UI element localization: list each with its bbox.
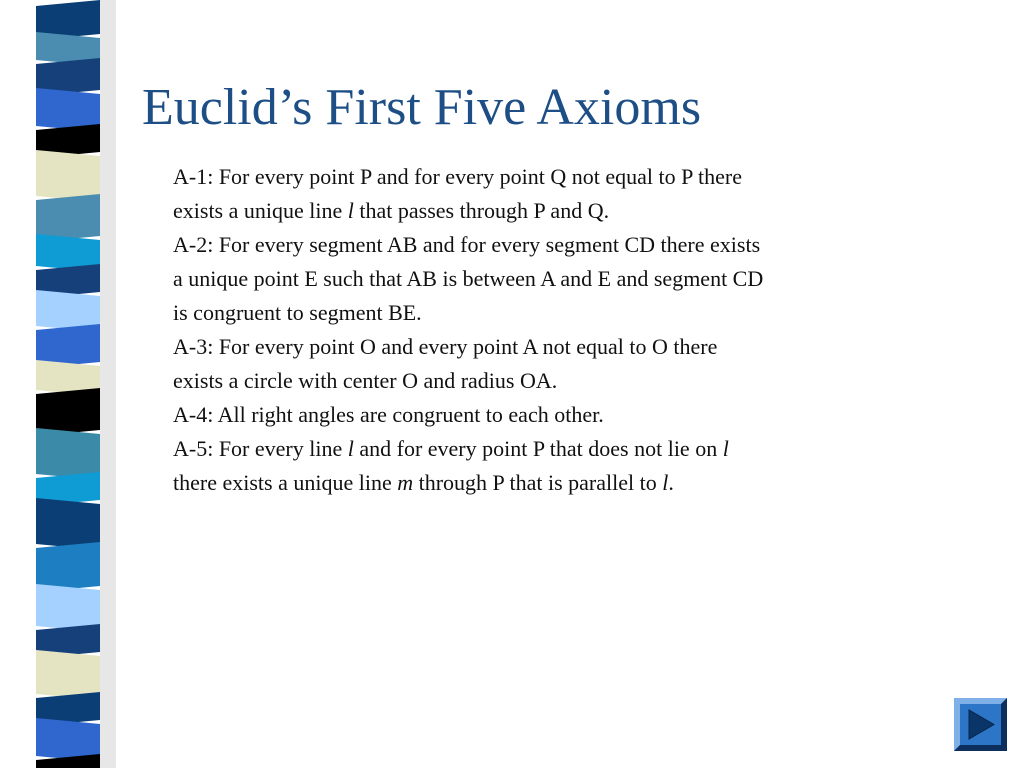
axiom-text: through P that is parallel to [413,470,663,495]
axiom-a-1-line [173,160,963,194]
axiom-variable: m [397,470,414,495]
axiom-text: A-1: For every point P and for every point Q not equal to P there [173,164,743,189]
axiom-a-2-line [173,228,963,262]
axiom-text: and for every point P that does not lie on [353,436,723,461]
axiom-variable: l [347,198,354,223]
axiom-a-2-line [173,262,963,296]
stripe-block [36,584,100,632]
stripe-block [36,150,100,202]
axiom-text: there exists a unique line [173,470,398,495]
axiom-a-3-line [173,330,963,364]
page-title: Euclid’s First Five Axioms [142,79,702,136]
axiom-variable: l [662,470,669,495]
axiom-text: a unique point E such that AB is between A and E and segment CD [173,266,764,291]
axiom-a-4-line [173,398,963,432]
axiom-variable: l [347,436,354,461]
axiom-text: is congruent to segment BE. [173,300,422,325]
stripe-block [36,542,100,592]
stripe-block [36,194,100,242]
axiom-list [173,160,963,500]
axiom-a-5-line [173,466,963,500]
axiom-text: that passes through P and Q. [353,198,610,223]
stripe-block [36,650,100,700]
axiom-text: A-4: All right angles are congruent to each other. [173,402,604,427]
axiom-text: exists a unique line [173,198,348,223]
axiom-variable: l [722,436,729,461]
axiom-a-3-line [173,364,963,398]
stripe-shadow [100,0,116,768]
axiom-text: A-2: For every segment AB and for every segment CD there exists [173,232,761,257]
axiom-text: . [668,470,674,495]
stripe-block [36,428,100,480]
axiom-a-1-line [173,194,963,228]
stripe-block [36,498,100,550]
axiom-text: exists a circle with center O and radius OA. [173,368,558,393]
axiom-text: A-3: For every point O and every point A not equal to O there [173,334,718,359]
axiom-text: A-5: For every line [173,436,348,461]
stripe-block [36,388,100,436]
decorative-stripe [0,0,118,768]
next-slide-button[interactable] [954,698,1007,751]
axiom-a-2-line [173,296,963,330]
axiom-a-5-line [173,432,963,466]
